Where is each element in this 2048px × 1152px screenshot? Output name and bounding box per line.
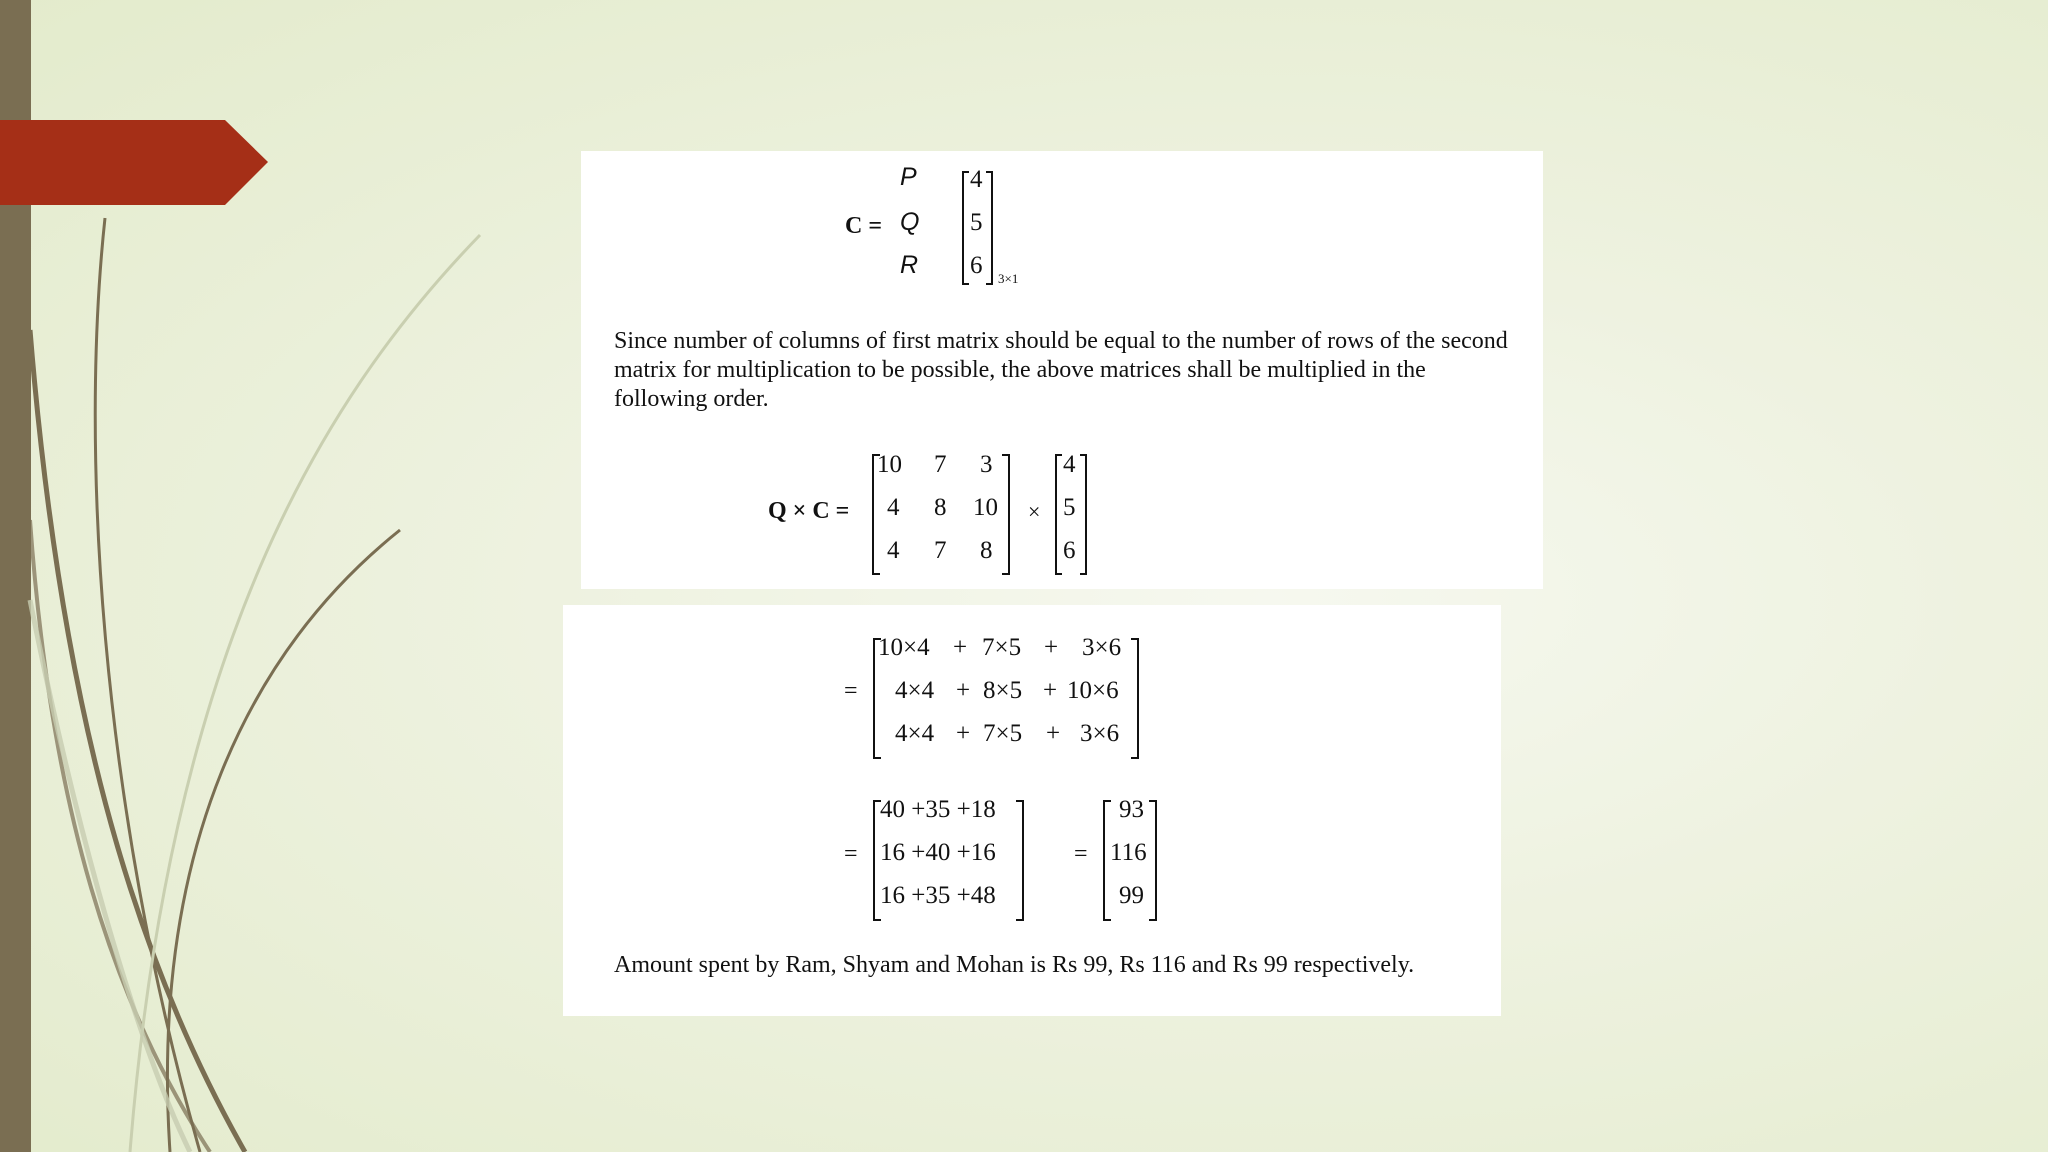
result-value-2: 116: [1110, 839, 1147, 866]
expansion-r1-t3: 3×6: [1082, 634, 1122, 661]
matrix-q-r2c2: 8: [934, 494, 947, 521]
matrix-q-r1c2: 7: [934, 451, 947, 478]
matrix-q-right-bracket: [1002, 454, 1010, 575]
result-right-bracket: [1149, 800, 1157, 921]
sums-right-bracket: [1016, 800, 1024, 921]
expansion-r3-op2: +: [1046, 720, 1061, 747]
matrix-c2-right-bracket: [1080, 454, 1087, 575]
matrix-c2-value-2: 5: [1063, 494, 1076, 521]
expansion-right-bracket: [1131, 638, 1139, 759]
expansion-r3-t2: 7×5: [983, 720, 1023, 747]
matrix-q-r3c2: 7: [934, 537, 947, 564]
expansion-equals: =: [844, 678, 858, 704]
matrix-q-r1c1: 10: [877, 451, 902, 478]
matrix-q-r1c3: 3: [980, 451, 993, 478]
multiplication-result-panel: [563, 605, 1501, 1016]
expansion-r3-t1: 4×4: [895, 720, 935, 747]
expansion-r1-t1: 10×4: [878, 634, 930, 661]
matrix-c2-value-3: 6: [1063, 537, 1076, 564]
expansion-r3-t3: 3×6: [1080, 720, 1120, 747]
row-label-p: P: [900, 163, 917, 191]
expansion-r1-t2: 7×5: [982, 634, 1022, 661]
matrix-c-value-3: 6: [970, 252, 983, 279]
expansion-r2-t3: 10×6: [1067, 677, 1119, 704]
expansion-r2-t1: 4×4: [895, 677, 935, 704]
matrix-c-left-bracket: [962, 171, 969, 285]
matrix-c-order: 3×1: [998, 271, 1019, 286]
result-value-3: 99: [1119, 882, 1144, 909]
matrix-c-and-setup-panel: [581, 151, 1543, 589]
expansion-r2-t2: 8×5: [983, 677, 1023, 704]
row-label-q: Q: [900, 208, 920, 236]
matrix-c-label: C =: [845, 213, 883, 239]
explanation-text: Since number of columns of first matrix should be equal to the number of rows of the second matrix for multiplication to be possible, the above matrices shall be multiplied in the following order.: [614, 328, 1508, 412]
expansion-r2-op2: +: [1043, 677, 1058, 704]
matrix-c-value-1: 4: [970, 166, 983, 193]
result-value-1: 93: [1119, 796, 1144, 823]
expansion-r1-op2: +: [1044, 634, 1059, 661]
sums-row-3: 16 +35 +48: [880, 882, 996, 909]
expansion-r3-op1: +: [956, 720, 971, 747]
matrix-q-r3c1: 4: [887, 537, 900, 564]
result-equals: =: [1074, 841, 1088, 867]
matrix-c2-value-1: 4: [1063, 451, 1076, 478]
sums-row-1: 40 +35 +18: [880, 796, 996, 823]
sums-row-2: 16 +40 +16: [880, 839, 996, 866]
title-tab-arrow: [0, 120, 268, 205]
matrix-c2-left-bracket: [1055, 454, 1062, 575]
matrix-q-r2c3: 10: [973, 494, 998, 521]
row-label-r: R: [900, 251, 919, 279]
matrix-q-r3c3: 8: [980, 537, 993, 564]
times-sign: ×: [1028, 499, 1041, 524]
matrix-c-value-2: 5: [970, 209, 983, 236]
expansion-r1-op1: +: [953, 634, 968, 661]
matrix-c-right-bracket: [986, 171, 993, 285]
matrix-q-r2c1: 4: [887, 494, 900, 521]
sums-equals: =: [844, 841, 858, 867]
conclusion-text: Amount spent by Ram, Shyam and Mohan is Rs 99, Rs 116 and Rs 99 respectively.: [614, 952, 1415, 978]
product-label: Q × C =: [768, 498, 850, 524]
expansion-r2-op1: +: [956, 677, 971, 704]
